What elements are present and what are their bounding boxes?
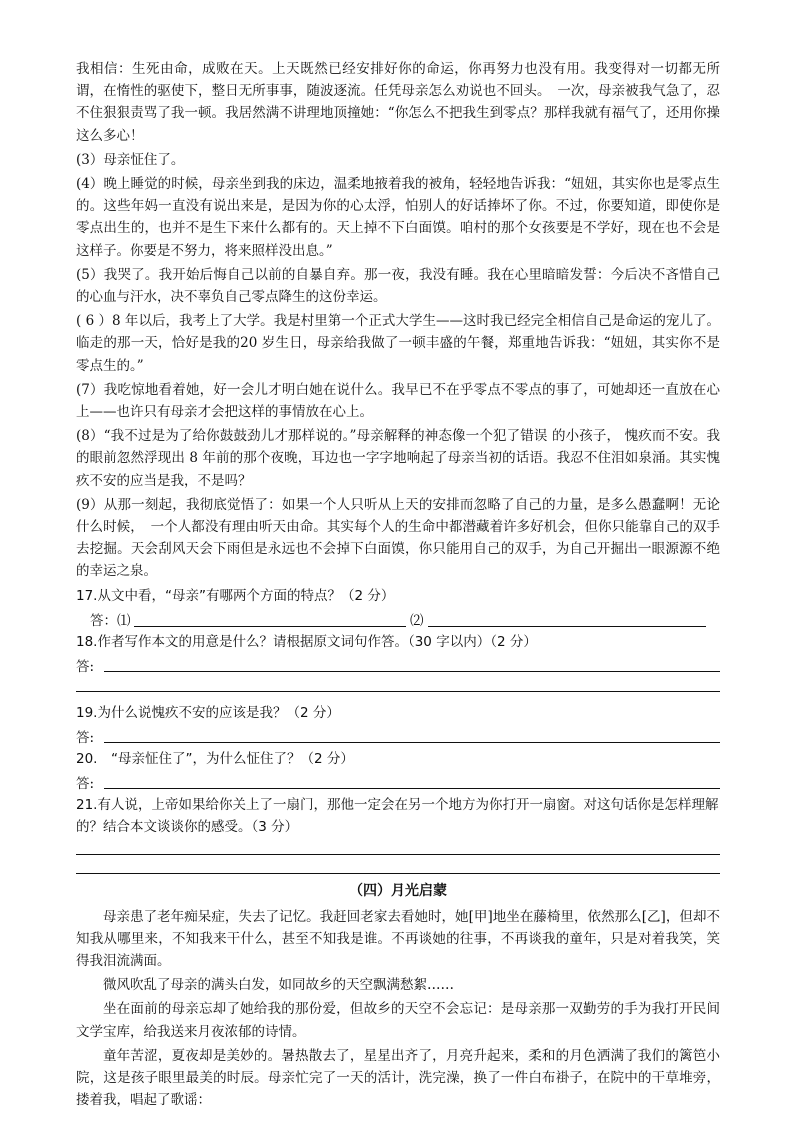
answer-17-blank-2[interactable] [428,626,706,627]
exam-page [76,58,720,1114]
section-4-paragraph-3: 坐在面前的母亲忘却了她给我的那份爱，但故乡的天空不会忘记：是母亲那一双勤劳的手为我打开民间文学宝库，给我送来月夜浓郁的诗情。 [76,1001,720,1040]
answer-20-label: 答: [76,775,95,792]
answer-18-blank-1[interactable] [104,671,720,672]
section-4-title: （四）月光启蒙 [349,882,447,899]
story-paragraph-intro: 我相信：生死由命，成败在天。上天既然已经安排好你的命运，你再努力也没有用。我变得对一切都无所谓，在惰性的驱使下，整日无所事事，随波逐流。任凭母亲怎么劝说也不回头。 一次，母亲被我气急了，忍不住狠狠责骂了我一顿。我居然满不讲理地顶撞她：“你怎么不把我生到零点？那样我就有福气了，还用你操这么多心！ [76,61,720,144]
story-paragraph-3: (3）母亲怔住了。 [76,151,185,168]
question-19: 19.为什么说愧疚不安的应该是我？（2 分） [76,704,340,721]
story-paragraph-4: (4）晚上睡觉的时候，母亲坐到我的床边，温柔地掖着我的被角，轻轻地告诉我：“妞妞，其实你也是零点生的。这些年妈一直没有说出来是，是因为你的心太浮，怕别人的好话捧坏了你。不过，你要知道，即使你是零点出生的，也并不是生下来什么都有的。天上掉不下白面馍。咱村的那个女孩要是不学好，现在也不会是这样子。你要是不努力，将来照样没出息。” [76,176,720,259]
section-4-paragraph-4: 童年苦涩，夏夜却是美妙的。暑热散去了，星星出齐了，月亮升起来，柔和的月色洒满了我们的篱笆小院，这是孩子眼里最美的时辰。母亲忙完了一天的活计，洗完澡，换了一件白布褂子，在院中的干草堆旁，搂着我，唱起了歌谣： [76,1047,720,1109]
answer-18-blank-2[interactable] [76,691,720,692]
answer-17-row [76,607,720,631]
answer-19-label: 答: [76,729,95,746]
answer-19-row [76,724,720,748]
answer-17-label-2: ⑵ [410,612,424,629]
answer-19-blank[interactable] [104,742,720,743]
answer-21-blank-2[interactable] [76,873,720,874]
story-paragraph-6: ( 6 ）8 年以后，我考上了大学。我是村里第一个正式大学生——这时我已经完全相信自己是命运的宠儿了。临走的那一天，恰好是我的20 岁生日，母亲给我做了一顿丰盛的午餐，郑重地告诉我：“妞妞，其实你不是零点生的。” [76,313,720,374]
section-4-paragraph-2: 微风吹乱了母亲的满头白发，如同故乡的天空飘满愁絮…… [103,977,454,994]
question-21: 21.有人说，上帝如果给你关上了一扇门，那他一定会在另一个地方为你打开一扇窗。对这句话你是怎样理解的？结合本文谈谈你的感受。（3 分） [76,796,719,835]
question-20: 20. “母亲怔住了”，为什么怔住了？（2 分） [76,750,354,767]
question-18: 18.作者写作本文的用意是什么？请根据原文词句作答。（30 字以内）（2 分） [76,633,537,650]
story-paragraph-5: (5）我哭了。我开始后悔自己以前的自暴自弃。那一夜，我没有睡。我在心里暗暗发誓：今后决不吝惜自己的心血与汗水，决不辜负自己零点降生的这份幸运。 [76,266,720,306]
answer-21-blank-1[interactable] [76,854,720,855]
answer-17-blank-1[interactable] [134,626,406,627]
story-paragraph-7: (7）我吃惊地看着她，好一会儿才明白她在说什么。我早已不在乎零点不零点的事了，可她却还一直放在心上——也许只有母亲才会把这样的事情放在心上。 [76,381,720,421]
answer-20-row [76,770,720,794]
answer-20-blank[interactable] [104,788,720,789]
story-paragraph-8: (8）“我不过是为了给你鼓鼓劲儿才那样说的。”母亲解释的神态像一个犯了错误 的小孩子， 愧疚而不安。我的眼前忽然浮现出 8 年前的那个夜晚，耳边也一字字地响起了母亲当初的话语。我忍不住泪如泉涌。其实愧疚不安的应当是我，不是吗？ [76,428,720,489]
section-4-paragraph-1: 母亲患了老年痴呆症，失去了记忆。我赶回老家去看她时，她[甲]地坐在藤椅里，依然那么[乙]，但却不知我从哪里来，不知我来干什么，甚至不知我是谁。不再谈她的往事，不再谈我的童年，只是对着我笑，笑得我泪流满面。 [76,908,720,970]
story-paragraph-9: (9）从那一刻起，我彻底觉悟了：如果一个人只听从上天的安排而忽略了自己的力量，是多么愚蠢啊！无论什么时候， 一个人都没有理由听天由命。其实每个人的生命中都潜藏着许多好机会，但你只能靠自己的双手去挖掘。天会刮风天会下雨但是永远也不会掉下白面馍，你只能用自己的双手，为自己开掘出一眼源源不绝的幸运之泉。 [76,496,720,580]
answer-17-label-1: 答：⑴ [90,612,131,629]
question-17: 17.从文中看，“母亲”有哪两个方面的特点？（2 分） [76,587,395,604]
answer-18-row [76,653,720,677]
answer-18-label: 答: [76,658,95,675]
